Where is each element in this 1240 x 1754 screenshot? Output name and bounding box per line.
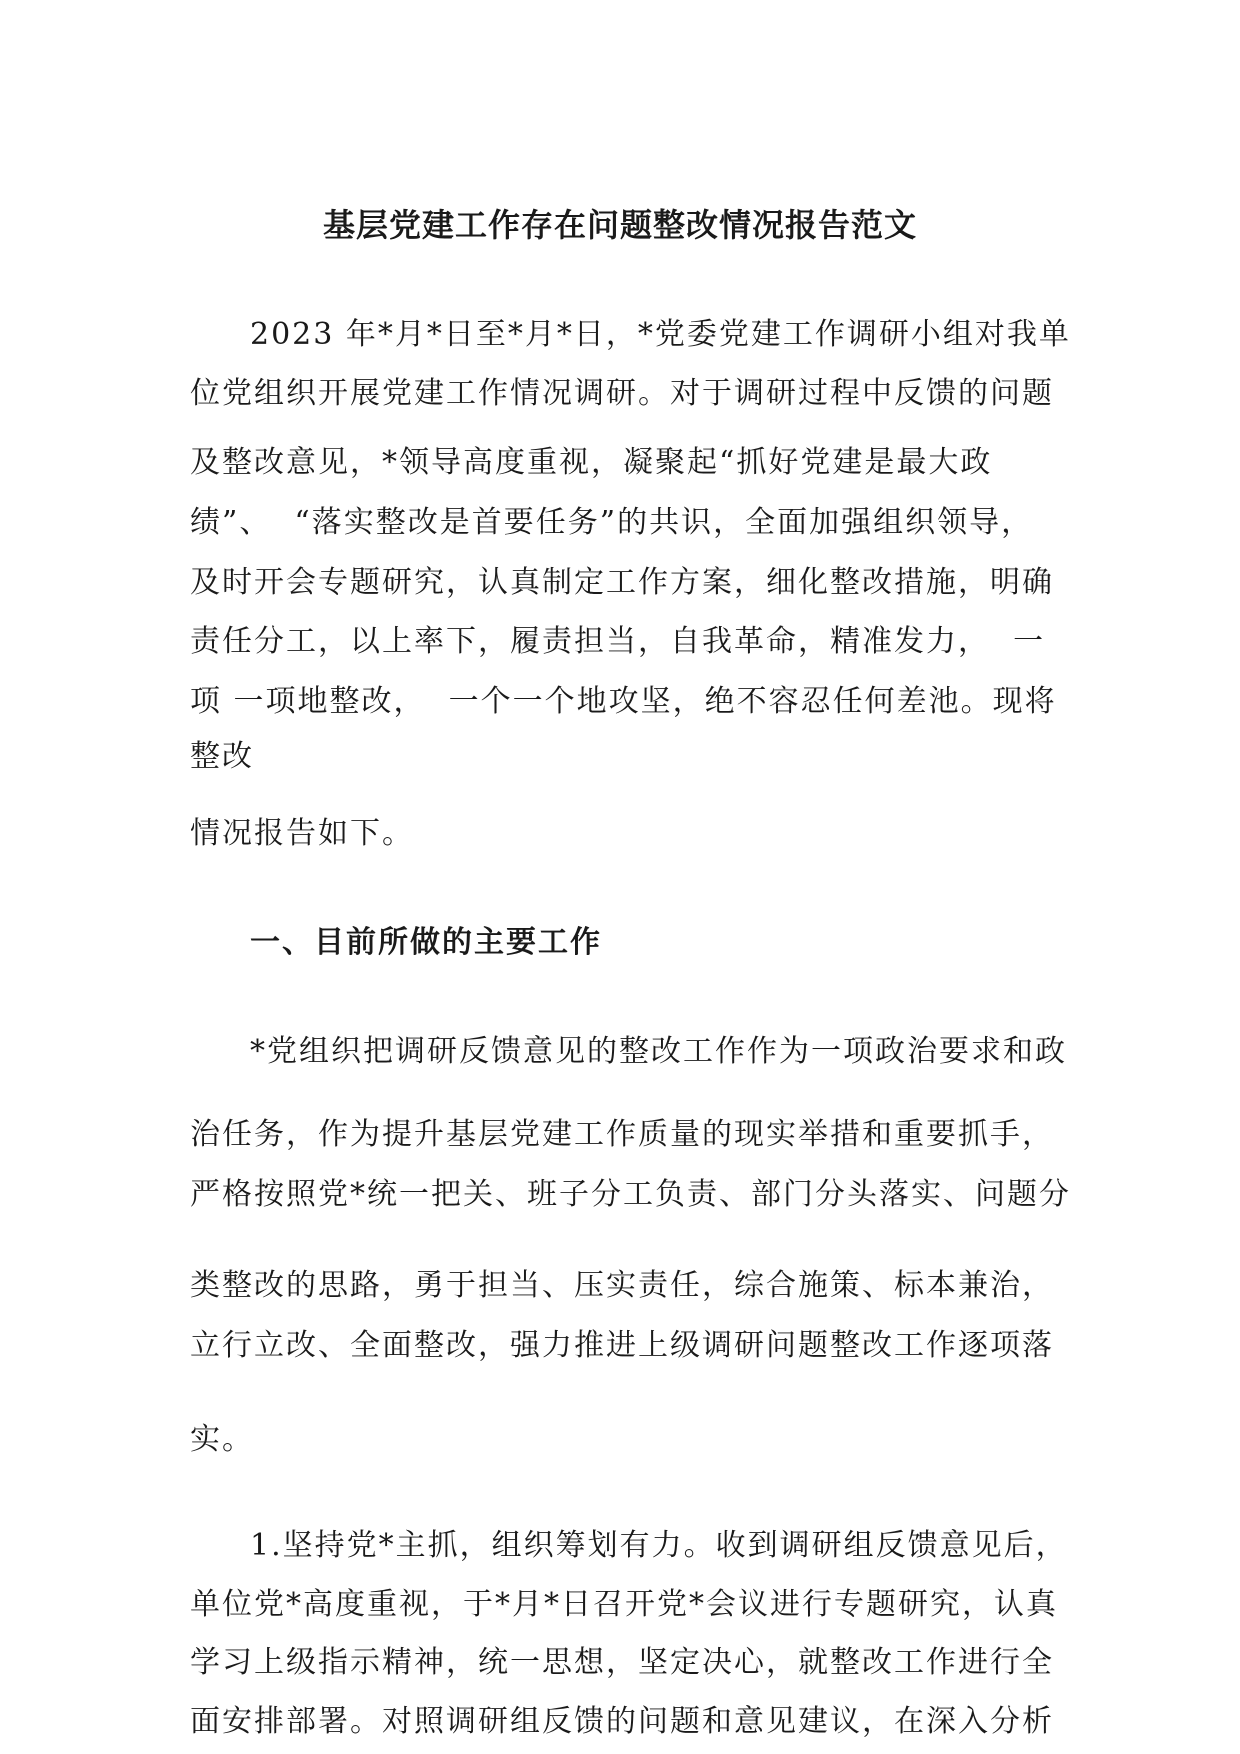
paragraph-2-line-1: *党组织把调研反馈意见的整改工作作为一项政治要求和政	[250, 1034, 1067, 1069]
paragraph-1-line-1: 2023 年*月*日至*月*日，*党委党建工作调研小组对我单	[250, 317, 1071, 352]
paragraph-1-line-9: 情况报告如下。	[190, 816, 414, 851]
paragraph-1-line-6: 责任分工，以上率下，履责担当，自我革命，精准发力， 一	[190, 624, 1046, 659]
document-title: 基层党建工作存在问题整改情况报告范文	[322, 206, 917, 244]
paragraph-1-line-3: 及整改意见，*领导高度重视，凝聚起“抓好党建是最大政	[190, 445, 993, 480]
paragraph-3-line-1: 1.坚持党*主抓，组织筹划有力。收到调研组反馈意见后，	[250, 1528, 1068, 1563]
paragraph-1-line-4: 绩”、 “落实整改是首要任务”的共识，全面加强组织领导，	[190, 505, 1034, 540]
paragraph-2-line-3: 严格按照党*统一把关、班子分工负责、部门分头落实、问题分	[190, 1177, 1071, 1212]
paragraph-2-line-5: 立行立改、全面整改，强力推进上级调研问题整改工作逐项落	[190, 1328, 1054, 1363]
paragraph-1-line-2: 位党组织开展党建工作情况调研。对于调研过程中反馈的问题	[190, 376, 1054, 411]
paragraph-3-line-3: 学习上级指示精神，统一思想，坚定决心，就整改工作进行全	[190, 1645, 1054, 1680]
paragraph-1-line-5: 及时开会专题研究，认真制定工作方案，细化整改措施，明确	[190, 565, 1054, 600]
paragraph-2-line-6: 实。	[190, 1422, 254, 1457]
paragraph-3-line-4: 面安排部署。对照调研组反馈的问题和意见建议，在深入分析	[190, 1704, 1054, 1739]
paragraph-2-line-4: 类整改的思路，勇于担当、压实责任，综合施策、标本兼治，	[190, 1268, 1054, 1303]
paragraph-3-line-2: 单位党*高度重视，于*月*日召开党*会议进行专题研究，认真	[190, 1587, 1058, 1622]
paragraph-1-line-8: 整改	[190, 739, 254, 774]
paragraph-1-line-7: 项 一项地整改， 一个一个地攻坚，绝不容忍任何差池。现将	[190, 684, 1057, 719]
section-heading-1: 一、目前所做的主要工作	[250, 925, 602, 960]
paragraph-2-line-2: 治任务，作为提升基层党建工作质量的现实举措和重要抓手，	[190, 1117, 1054, 1152]
